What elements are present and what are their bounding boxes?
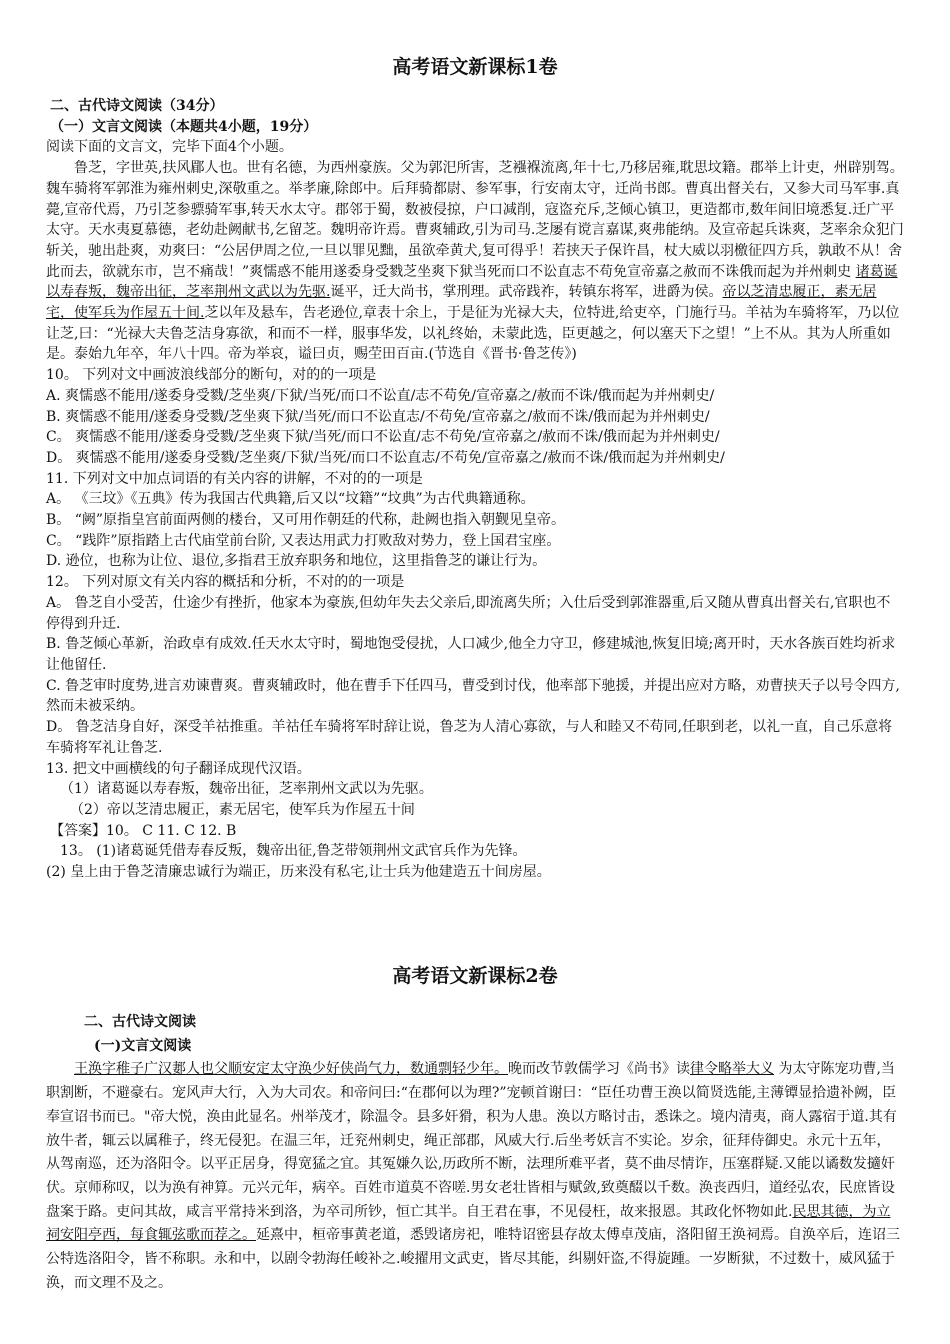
question-13-item-2: （2）帝以芝清忠履正，素无居宅，使军兵为作屋五十间 xyxy=(70,801,415,818)
passage-text: 鲁芝，字世英,扶风郿人也。世有名德，为西州豪族。父为郭汜所害，芝襁褓流离,年十七,乃移居雍,耽思坟籍。郡举上计吏，州辟别驾。魏车骑将军郭淮为雍州刺史,深敬重之。举孝廉,除郎中。后拜骑都尉、参军事，行安南太守，迁尚书郎。曹真出督关右，又参大司马军事.真薨,宣帝代焉，乃引芝参骠骑军事,转天水太守。郡邻于蜀，数被侵掠，户口减削，寇盗充斥,芝倾心镇卫，更造都市,数年间旧境悉复.迁广平太守。天水夷夏慕德，老幼赴阙献书,乞留芝。魏明帝许焉。曹爽辅政,引为司马.芝屡有谠言嘉谋,爽弗能纳。及宣帝起兵诛爽，芝率余众犯门斩关，驰出赴爽，劝爽曰：“公居伊周之位,一旦以罪见黜，虽欲牵黄犬,复可得乎！若挟天子保许昌，杖大威以羽檄征四方兵，孰敢不从！舍此而去，欲就东市，岂不痛哉！”爽懦惑不能用遂委身受戮芝坐爽下狱当死而口不讼直志不苟免宣帝嘉之赦而不诛俄而起为并州刺史 xyxy=(46,160,904,280)
passage-text: 芝以年及悬车，告老逊位,章表十余上，于是征为光禄大夫，位特进,给吏卒，门施行马。羊祜为车骑将军，乃以位让芝,曰：“光禄大夫鲁芝洁身寡欲，和而不一样，服事华发，以礼终始，未蒙此选，臣更越之，何以塞天下之望！”上不从。其为人所重如是。泰始九年卒，年八十四。帝为举哀，谥曰贞，赐茔田百亩.(节选自《晋书·鲁芝传》) xyxy=(46,305,900,363)
instructions: 阅读下面的文言文，完毕下面4个小题。 xyxy=(46,139,293,156)
paper-1-title: 高考语文新课标1卷 xyxy=(392,56,558,78)
answer-key: 【答案】10。 C 11. C 12. B xyxy=(50,822,237,839)
question-10: 10。 下列对文中画波浪线部分的断句，对的的一项是 xyxy=(46,367,377,384)
question-11-option-a: A。 《三坟》《五典》传为我国古代典籍,后又以“坟籍”“坟典”为古代典籍通称。 xyxy=(46,491,535,508)
paper-1-section xyxy=(46,96,904,883)
passage-paragraph xyxy=(46,158,904,365)
passage-paragraph xyxy=(46,1058,904,1295)
question-12-option-b: B. 鲁芝倾心革新，治政卓有成效.任天水太守时，蜀地饱受侵扰，人口减少,他全力守卫，修建城池,恢复旧境;离开时，天水各族百姓均祈求让他留任. xyxy=(46,636,896,673)
underlined-sentence-2: 律令略举大义 xyxy=(690,1061,774,1078)
question-10-option-b: B. 爽懦惑不能用/遂委身受戮/芝坐爽下狱/当死/而口不讼直志/不苟免/宣帝嘉之/赦而不诛/俄而起为并州刺史/ xyxy=(46,408,710,425)
section-heading: 二、古代诗文阅读 xyxy=(84,1014,196,1030)
question-10-option-a: A. 爽懦惑不能用/遂委身受戮/芝坐爽/下狱/当死/而口不讼直/志不苟免/宣帝嘉之/赦而不诛/俄而起为并州刺史/ xyxy=(46,387,715,404)
question-12-option-d: D。 鲁芝洁身自好，深受羊祜推重。羊祜任车骑将军时辞让说，鲁芝为人清心寡欲，与人和睦又不苟同,任职到老，以礼一直，自己乐意将车骑将军礼让鲁芝. xyxy=(46,719,893,756)
underlined-sentence-1: 王涣字稚子广汉郪人也父顺安定太守涣少好侠尚气力，数通剽轻少年。 xyxy=(74,1061,508,1078)
underlined-sentence-2: 帝以芝清忠履正，素无居宅，使军兵为作屋五十间. xyxy=(46,284,877,322)
underlined-sentence-3: 民思其德，为立祠安阳亭西，每食辄弦歌而荐之。 xyxy=(46,1203,891,1244)
question-11-option-c: C。 “践阼”原指踏上古代庙堂前台阶, 又表达用武力打败敌对势力，登上国君宝座。 xyxy=(46,532,561,549)
subsection-heading: （一）文言文阅读（本题共4小题，19分） xyxy=(50,118,318,135)
question-12-option-c: C. 鲁芝审时度势,进言劝谏曹爽。曹爽辅政时，他在曹手下任四马，曹受到讨伐，他率部下驰援，并提出应对方略，劝曹挟天子以号令四方,然而未被采纳。 xyxy=(46,677,901,715)
answer-13-2: (2) 皇上由于鲁芝清廉忠诚行为端正，历来没有私宅,让士兵为他建造五十间房屋。 xyxy=(46,864,551,881)
paper-2-section xyxy=(46,1011,904,1295)
question-13: 13. 把文中画横线的句子翻译成现代汉语。 xyxy=(46,760,311,777)
question-11: 11. 下列对文中加点词语的有关内容的讲解，不对的的一项是 xyxy=(46,470,423,487)
question-12-option-a: A。 鲁芝自小受苦，仕途少有挫折，他家本为豪族,但幼年失去父亲后,即流离失所；入仕后受到郭淮器重,后又随从曹真出督关右,官职也不停得到升迁. xyxy=(46,594,891,632)
passage-text: 为太守陈宠功曹,当职割断，不避豪右。宠风声大行，入为大司农。和帝问曰:“在郡何以为理?”宠顿首谢曰：“臣任功曹王涣以简贤选能,主薄镡显拾遗补阙，臣奉宣诏书而已。"帝大悦，涣由此显名。州举茂才，除温令。县多奸猾，积为人患。涣以方略讨击，悉诛之。境内清夷，商人露宿于道.其有放牛者，辄云以属稚子，终无侵犯。在温三年，迁兖州刺史，绳正部郡，风威大行.后坐考妖言不实论。岁余，征拜侍御史。永元十五年，从驾南巡，还为洛阳令。以平正居身，得宽猛之宜。其冤嫌久讼,历政所不断，法理所难平者，莫不曲尽情诈，压塞群疑.又能以谲数发擿奸伏。京师称叹，以为涣有神算。元兴元年，病卒。百姓市道莫不咨嗟.男女老壮皆相与赋敛,致奠醊以千数。涣丧西归，道经弘农，民庶皆设盘案于路。吏问其故，咸言平常持米到洛，为卒司所钞，恒亡其半。自王君在事，不见侵枉，故来报恩。其政化怀物如此. xyxy=(46,1061,897,1220)
question-10-option-c: C。 爽懦惑不能用/遂委身受戮/芝坐爽下狱/当死/而口不讼直/志不苟免/宣帝嘉之/赦而不诛/俄而起为并州刺史/ xyxy=(46,429,720,446)
passage-text: 延熹中，桓帝事黄老道，悉毁诸房祀，唯特诏密县存故太傅卓茂庙，洛阳留王涣祠焉。自涣卒后，连诏三公特选洛阳令，皆不称职。永和中，以剧令勃海任峻补之.峻擢用文武吏，皆尽其能，纠剔奸盗,不得旋踵。一岁断狱，不过数十，威风猛于涣，而文理不及之。 xyxy=(46,1227,900,1291)
underlined-sentence-1: 诸葛诞以寿春叛，魏帝出征，芝率荆州文武以为先驱. xyxy=(46,263,898,301)
question-12: 12。 下列对原文有关内容的概括和分析，不对的的一项是 xyxy=(46,574,405,591)
answer-13-1: 13。 (1)诸葛诞凭借寿春反叛，魏帝出征,鲁芝带领荆州文武官兵作为先锋。 xyxy=(60,843,527,860)
question-11-option-b: B。 “阙”原指皇宫前面两侧的楼台，又可用作朝廷的代称，赴阙也指入朝觐见皇帝。 xyxy=(46,512,566,529)
passage-text: 晚而改节敦儒学习《尚书》读 xyxy=(508,1061,690,1078)
passage-text: 诞平，迁大尚书，掌刑理。武帝践祚，转镇东将军，进爵为侯。 xyxy=(330,284,723,301)
question-10-option-d: D。 爽懦惑不能用/遂委身受戮/芝坐爽/下狱/当死/而口不讼直志/不苟免/宣帝嘉之/赦而不诛/俄而起为并州刺史/ xyxy=(46,449,725,466)
question-11-option-d: D. 逊位，也称为让位、退位,多指君王放弃职务和地位，这里指鲁芝的谦让行为。 xyxy=(46,553,547,570)
question-13-item-1: （1）诸葛诞以寿春叛，魏帝出征，芝率荆州文武以为先驱。 xyxy=(60,781,433,798)
paper-2-title: 高考语文新课标2卷 xyxy=(392,965,558,987)
section-heading: 二、古代诗文阅读（34分） xyxy=(50,98,224,114)
subsection-heading: (一)文言文阅读 xyxy=(94,1037,192,1054)
